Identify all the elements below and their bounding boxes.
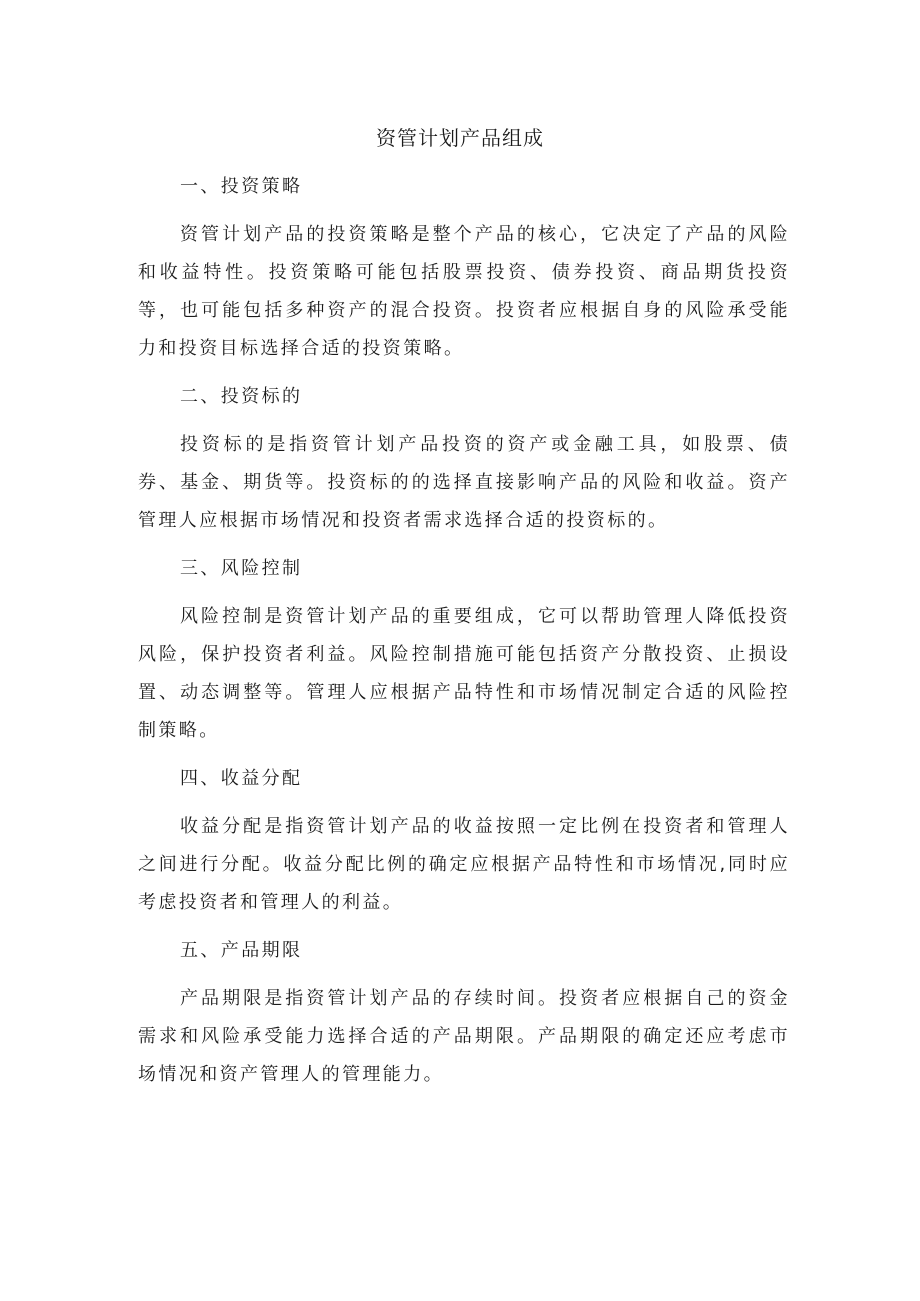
section-paragraph: 收益分配是指资管计划产品的收益按照一定比例在投资者和管理人之间进行分配。收益分配比例的确定应根据产品特性和市场情况,同时应考虑投资者和管理人的利益。 xyxy=(138,816,790,913)
section-paragraph: 产品期限是指资管计划产品的存续时间。投资者应根据自己的资金需求和风险承受能力选择合适的产品期限。产品期限的确定还应考虑市场情况和资产管理人的管理能力。 xyxy=(138,988,790,1085)
section-heading: 五、产品期限 xyxy=(180,940,303,961)
section-income-distribution xyxy=(138,760,790,922)
document-title: 资管计划产品组成 xyxy=(376,126,544,150)
section-investment-strategy xyxy=(138,168,790,368)
section-heading: 二、投资标的 xyxy=(180,386,303,407)
section-heading: 四、收益分配 xyxy=(180,768,303,789)
section-paragraph: 风险控制是资管计划产品的重要组成，它可以帮助管理人降低投资风险，保护投资者利益。风险控制措施可能包括资产分散投资、止损设置、动态调整等。管理人应根据产品特性和市场情况制定合适的风险控制策略。 xyxy=(138,606,790,741)
section-heading: 一、投资策略 xyxy=(180,176,303,197)
section-risk-control xyxy=(138,550,790,750)
document-body xyxy=(138,168,790,1104)
section-heading: 三、风险控制 xyxy=(180,558,303,579)
section-product-term xyxy=(138,932,790,1094)
section-paragraph: 资管计划产品的投资策略是整个产品的核心，它决定了产品的风险和收益特性。投资策略可能包括股票投资、债券投资、商品期货投资等，也可能包括多种资产的混合投资。投资者应根据自身的风险承受能力和投资目标选择合适的投资策略。 xyxy=(138,224,790,359)
section-paragraph: 投资标的是指资管计划产品投资的资产或金融工具，如股票、债券、基金、期货等。投资标的的选择直接影响产品的风险和收益。资产管理人应根据市场情况和投资者需求选择合适的投资标的。 xyxy=(138,434,790,531)
section-investment-target xyxy=(138,378,790,540)
